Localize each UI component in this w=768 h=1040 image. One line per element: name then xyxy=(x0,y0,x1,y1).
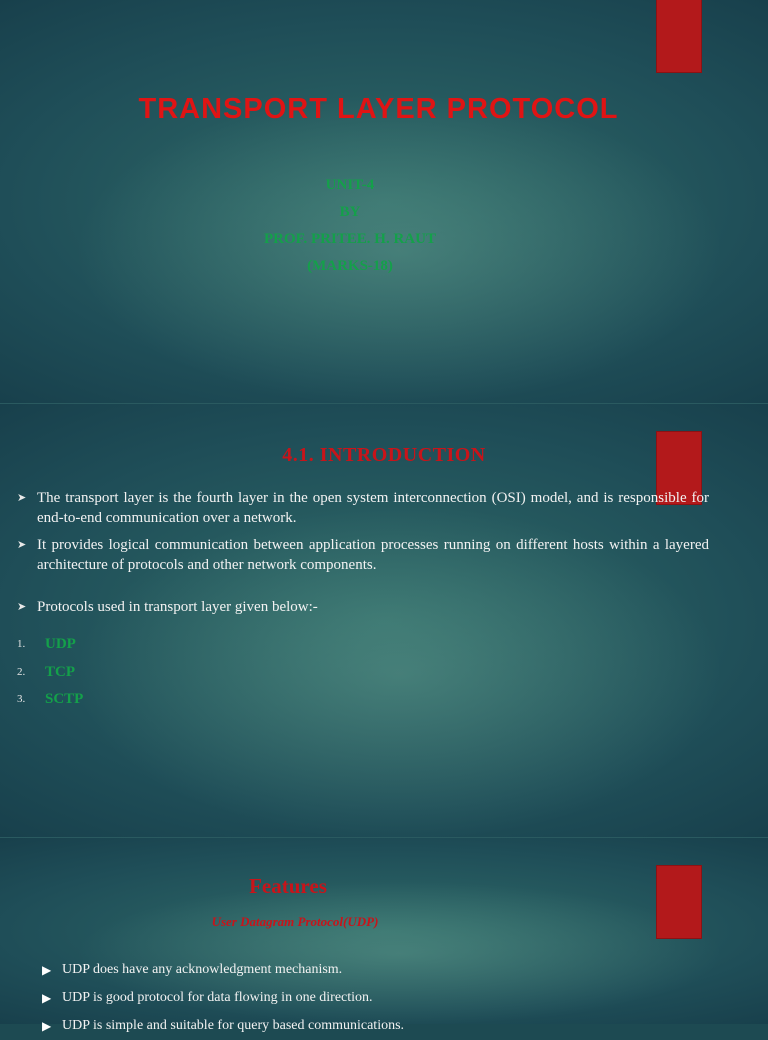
author-label: PROF. PRITEE. H. RAUT xyxy=(264,231,436,247)
list-item xyxy=(17,488,709,528)
unit-label: UNIT-4 xyxy=(325,177,375,193)
triangle-bullet-icon: ▶ xyxy=(42,1019,52,1033)
slide-title: TRANSPORT LAYER PROTOCOL xyxy=(138,93,619,125)
title-slide xyxy=(0,0,768,404)
list-item xyxy=(40,956,404,984)
introduction-slide xyxy=(0,404,768,838)
bullet-text: Protocols used in transport layer given below:- xyxy=(37,599,318,615)
bullet-text: The transport layer is the fourth layer in the open system interconnection (OSI) model, and is responsible for end-to-end communication over a network. xyxy=(37,490,709,526)
list-item xyxy=(40,984,404,1012)
section-heading: Features xyxy=(249,874,327,898)
red-accent-bar xyxy=(657,0,701,72)
features-slide xyxy=(0,838,768,1033)
section-heading: 4.1. INTRODUCTION xyxy=(282,444,486,466)
triangle-bullet-icon: ▶ xyxy=(42,991,52,1005)
feature-text: UDP does have any acknowledgment mechanism. xyxy=(62,962,343,977)
subtitle-block xyxy=(0,172,700,280)
protocol-name: UDP xyxy=(45,636,76,652)
arrowhead-bullet-icon: ➤ xyxy=(17,601,27,613)
list-item xyxy=(17,597,709,617)
marks-label: (MARKS-18) xyxy=(307,258,393,274)
arrowhead-bullet-icon: ➤ xyxy=(17,539,27,551)
bullet-text: It provides logical communication between application processes running on different hosts within a layered architecture of protocols and other network components. xyxy=(37,537,709,573)
feature-text: UDP is simple and suitable for query based communications. xyxy=(62,1018,405,1033)
list-number: 2. xyxy=(17,665,26,678)
protocol-name: SCTP xyxy=(45,691,84,707)
list-item xyxy=(40,1012,404,1040)
by-label: BY xyxy=(339,204,361,220)
list-item xyxy=(17,535,709,575)
protocol-name: TCP xyxy=(45,663,75,680)
bullet-list xyxy=(17,488,709,624)
list-number: 1. xyxy=(17,638,26,650)
triangle-bullet-icon: ▶ xyxy=(42,963,52,977)
red-accent-bar xyxy=(657,866,701,938)
section-subheading: User Datagram Protocol(UDP) xyxy=(211,914,379,929)
feature-text: UDP is good protocol for data flowing in one direction. xyxy=(62,990,373,1005)
arrowhead-bullet-icon: ➤ xyxy=(17,492,27,504)
feature-list xyxy=(40,956,404,1040)
list-number: 3. xyxy=(17,693,26,705)
